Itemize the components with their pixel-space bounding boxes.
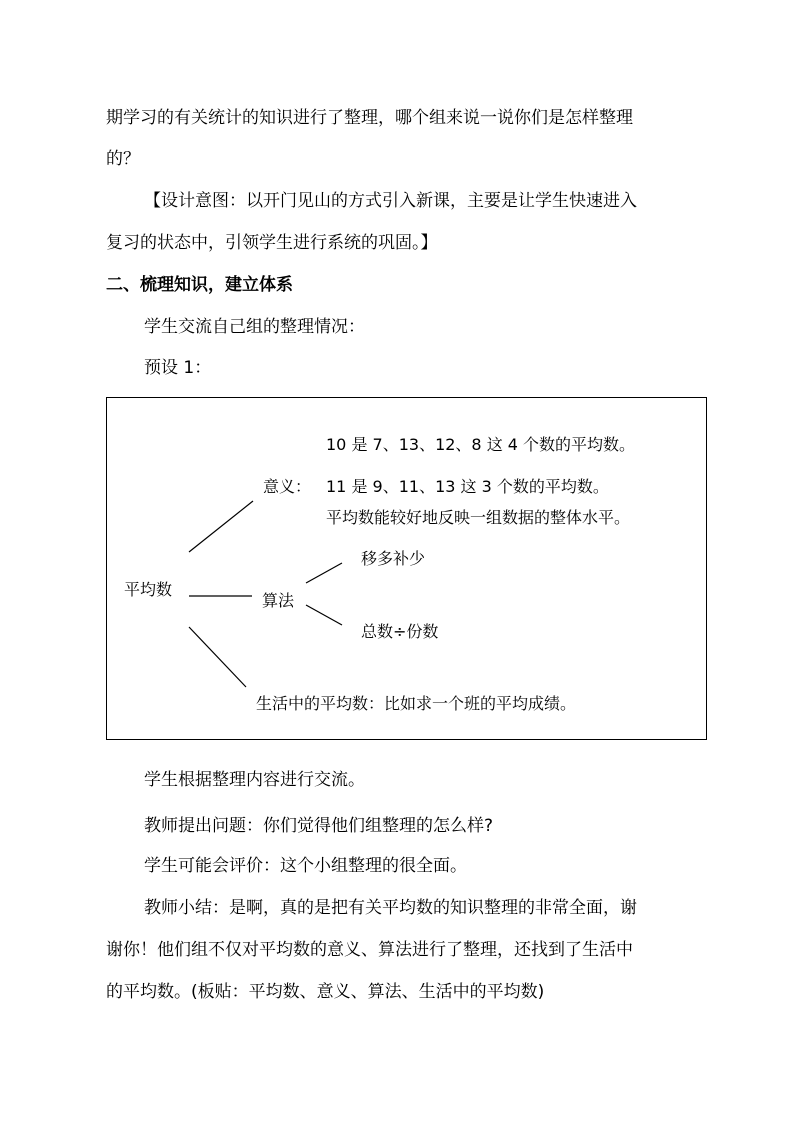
section-heading: 二、梳理知识，建立体系 bbox=[106, 275, 293, 295]
summary-line2: 谢你！他们组不仅对平均数的意义、算法进行了整理，还找到了生活中 bbox=[106, 940, 633, 960]
summary-line1: 教师小结：是啊，真的是把有关平均数的知识整理的非常全面，谢 bbox=[144, 898, 637, 918]
algorithm-item-move: 移多补少 bbox=[361, 549, 426, 568]
meaning-example-2: 11 是 9、11、13 这 3 个数的平均数。 bbox=[326, 477, 609, 496]
meaning-node: 意义： bbox=[263, 477, 312, 496]
root-node: 平均数 bbox=[124, 580, 173, 599]
life-node: 生活中的平均数：比如求一个班的平均成绩。 bbox=[256, 694, 577, 713]
connector-algorithm-move bbox=[306, 563, 342, 583]
design-intent-line2: 复习的状态中，引领学生进行系统的巩固。】 bbox=[106, 233, 438, 253]
algorithm-node: 算法 bbox=[262, 591, 295, 610]
after-line2: 教师提出问题：你们觉得他们组整理的怎么样? bbox=[144, 816, 494, 836]
meaning-example-3: 平均数能较好地反映一组数据的整体水平。 bbox=[326, 508, 631, 527]
after-line1: 学生根据整理内容进行交流。 bbox=[144, 770, 365, 790]
algorithm-item-divide: 总数÷份数 bbox=[361, 622, 439, 641]
paragraph-intro-line1: 期学习的有关统计的知识进行了整理，哪个组来说一说你们是怎样整理 bbox=[106, 108, 633, 128]
design-intent-line1: 【设计意图：以开门见山的方式引入新课，主要是让学生快速进入 bbox=[144, 191, 637, 211]
exchange-text: 学生交流自己组的整理情况： bbox=[144, 317, 365, 337]
connector-algorithm-divide bbox=[306, 605, 342, 625]
preset-label: 预设 1： bbox=[144, 358, 212, 378]
paragraph-intro-line2: 的？ bbox=[106, 149, 140, 169]
after-line3: 学生可能会评价：这个小组整理的很全面。 bbox=[144, 856, 467, 876]
connector-root-life bbox=[189, 627, 246, 687]
summary-line3: 的平均数。(板贴：平均数、意义、算法、生活中的平均数) bbox=[106, 982, 545, 1002]
connector-root-meaning bbox=[189, 501, 253, 552]
meaning-example-1: 10 是 7、13、12、8 这 4 个数的平均数。 bbox=[326, 435, 636, 454]
